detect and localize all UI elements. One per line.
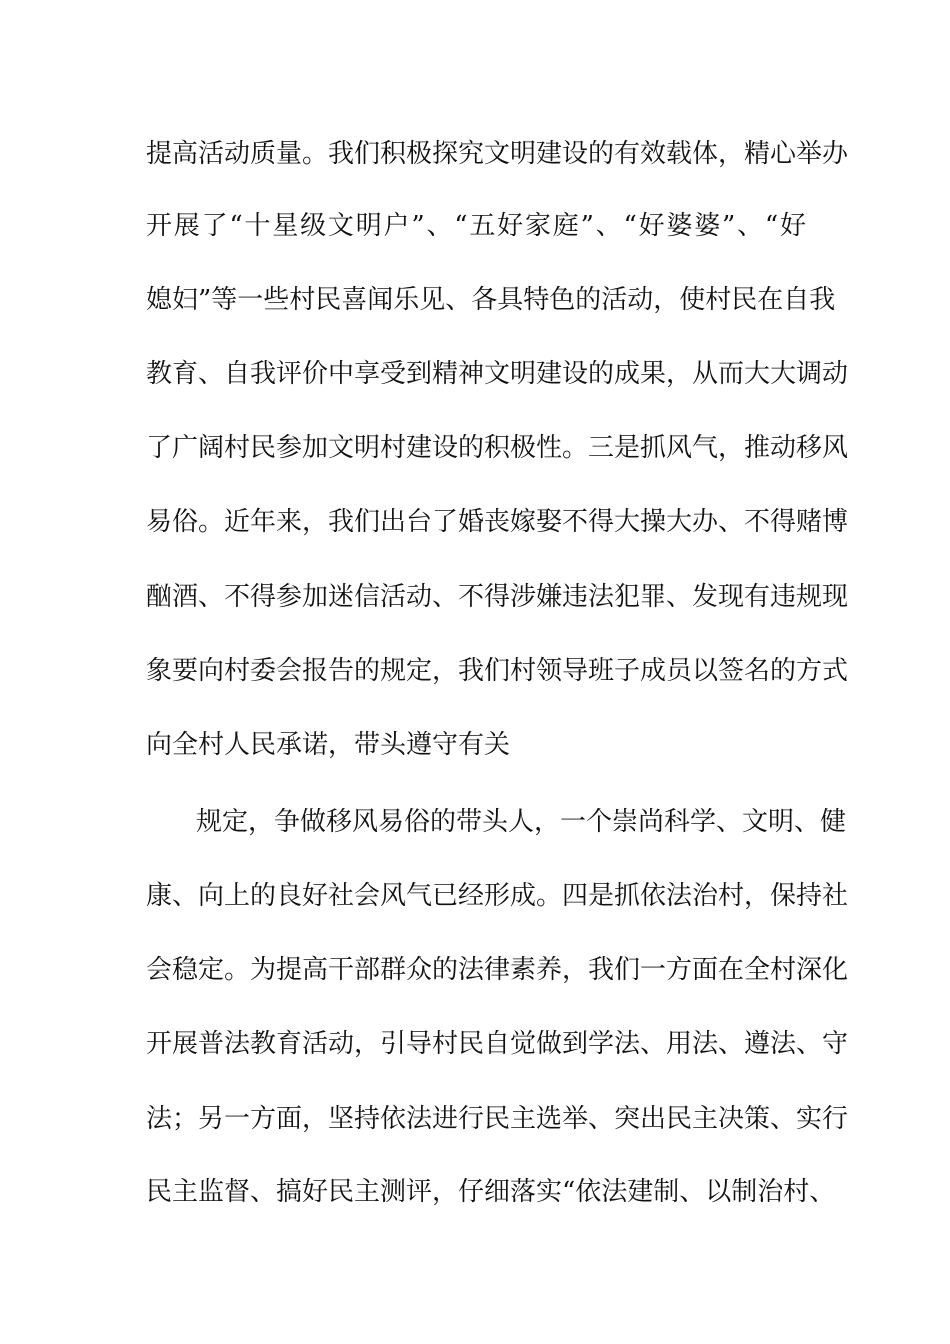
text-line-14: 法；另一方面，坚持依法进行民主选举、突出民主决策、实行: [146, 1104, 849, 1134]
text-line-2: 开展了“十星级文明户”、“五好家庭”、“好婆婆”、“好: [146, 211, 806, 241]
text-line-1: 提高活动质量。我们积极探究文明建设的有效载体，精心举办: [146, 139, 849, 169]
text-line-11: 康、向上的良好社会风气已经形成。四是抓依法治村，保持社: [146, 881, 849, 911]
text-line-4: 教育、自我评价中享受到精神文明建设的成果，从而大大调动: [146, 359, 849, 389]
text-line-10: 规定，争做移风易俗的带头人，一个崇尚科学、文明、健: [196, 807, 847, 837]
text-line-12: 会稳定。为提高干部群众的法律素养，我们一方面在全村深化: [146, 955, 849, 985]
text-line-3: 媳妇”等一些村民喜闻乐见、各具特色的活动，使村民在自我: [146, 285, 836, 315]
text-line-13: 开展普法教育活动，引导村民自觉做到学法、用法、遵法、守: [146, 1029, 849, 1059]
text-line-5: 了广阔村民参加文明村建设的积极性。三是抓风气，推动移风: [146, 433, 849, 463]
text-line-9: 向全村人民承诺，带头遵守有关: [146, 730, 511, 760]
text-line-15: 民主监督、搞好民主测评，仔细落实“依法建制、以制治村、: [146, 1177, 836, 1207]
text-line-7: 酗酒、不得参加迷信活动、不得涉嫌违法犯罪、发现有违规现: [146, 582, 849, 612]
text-line-6: 易俗。近年来，我们出台了婚丧嫁娶不得大操大办、不得赌博: [146, 507, 849, 537]
text-line-8: 象要向村委会报告的规定，我们村领导班子成员以签名的方式: [146, 656, 849, 686]
